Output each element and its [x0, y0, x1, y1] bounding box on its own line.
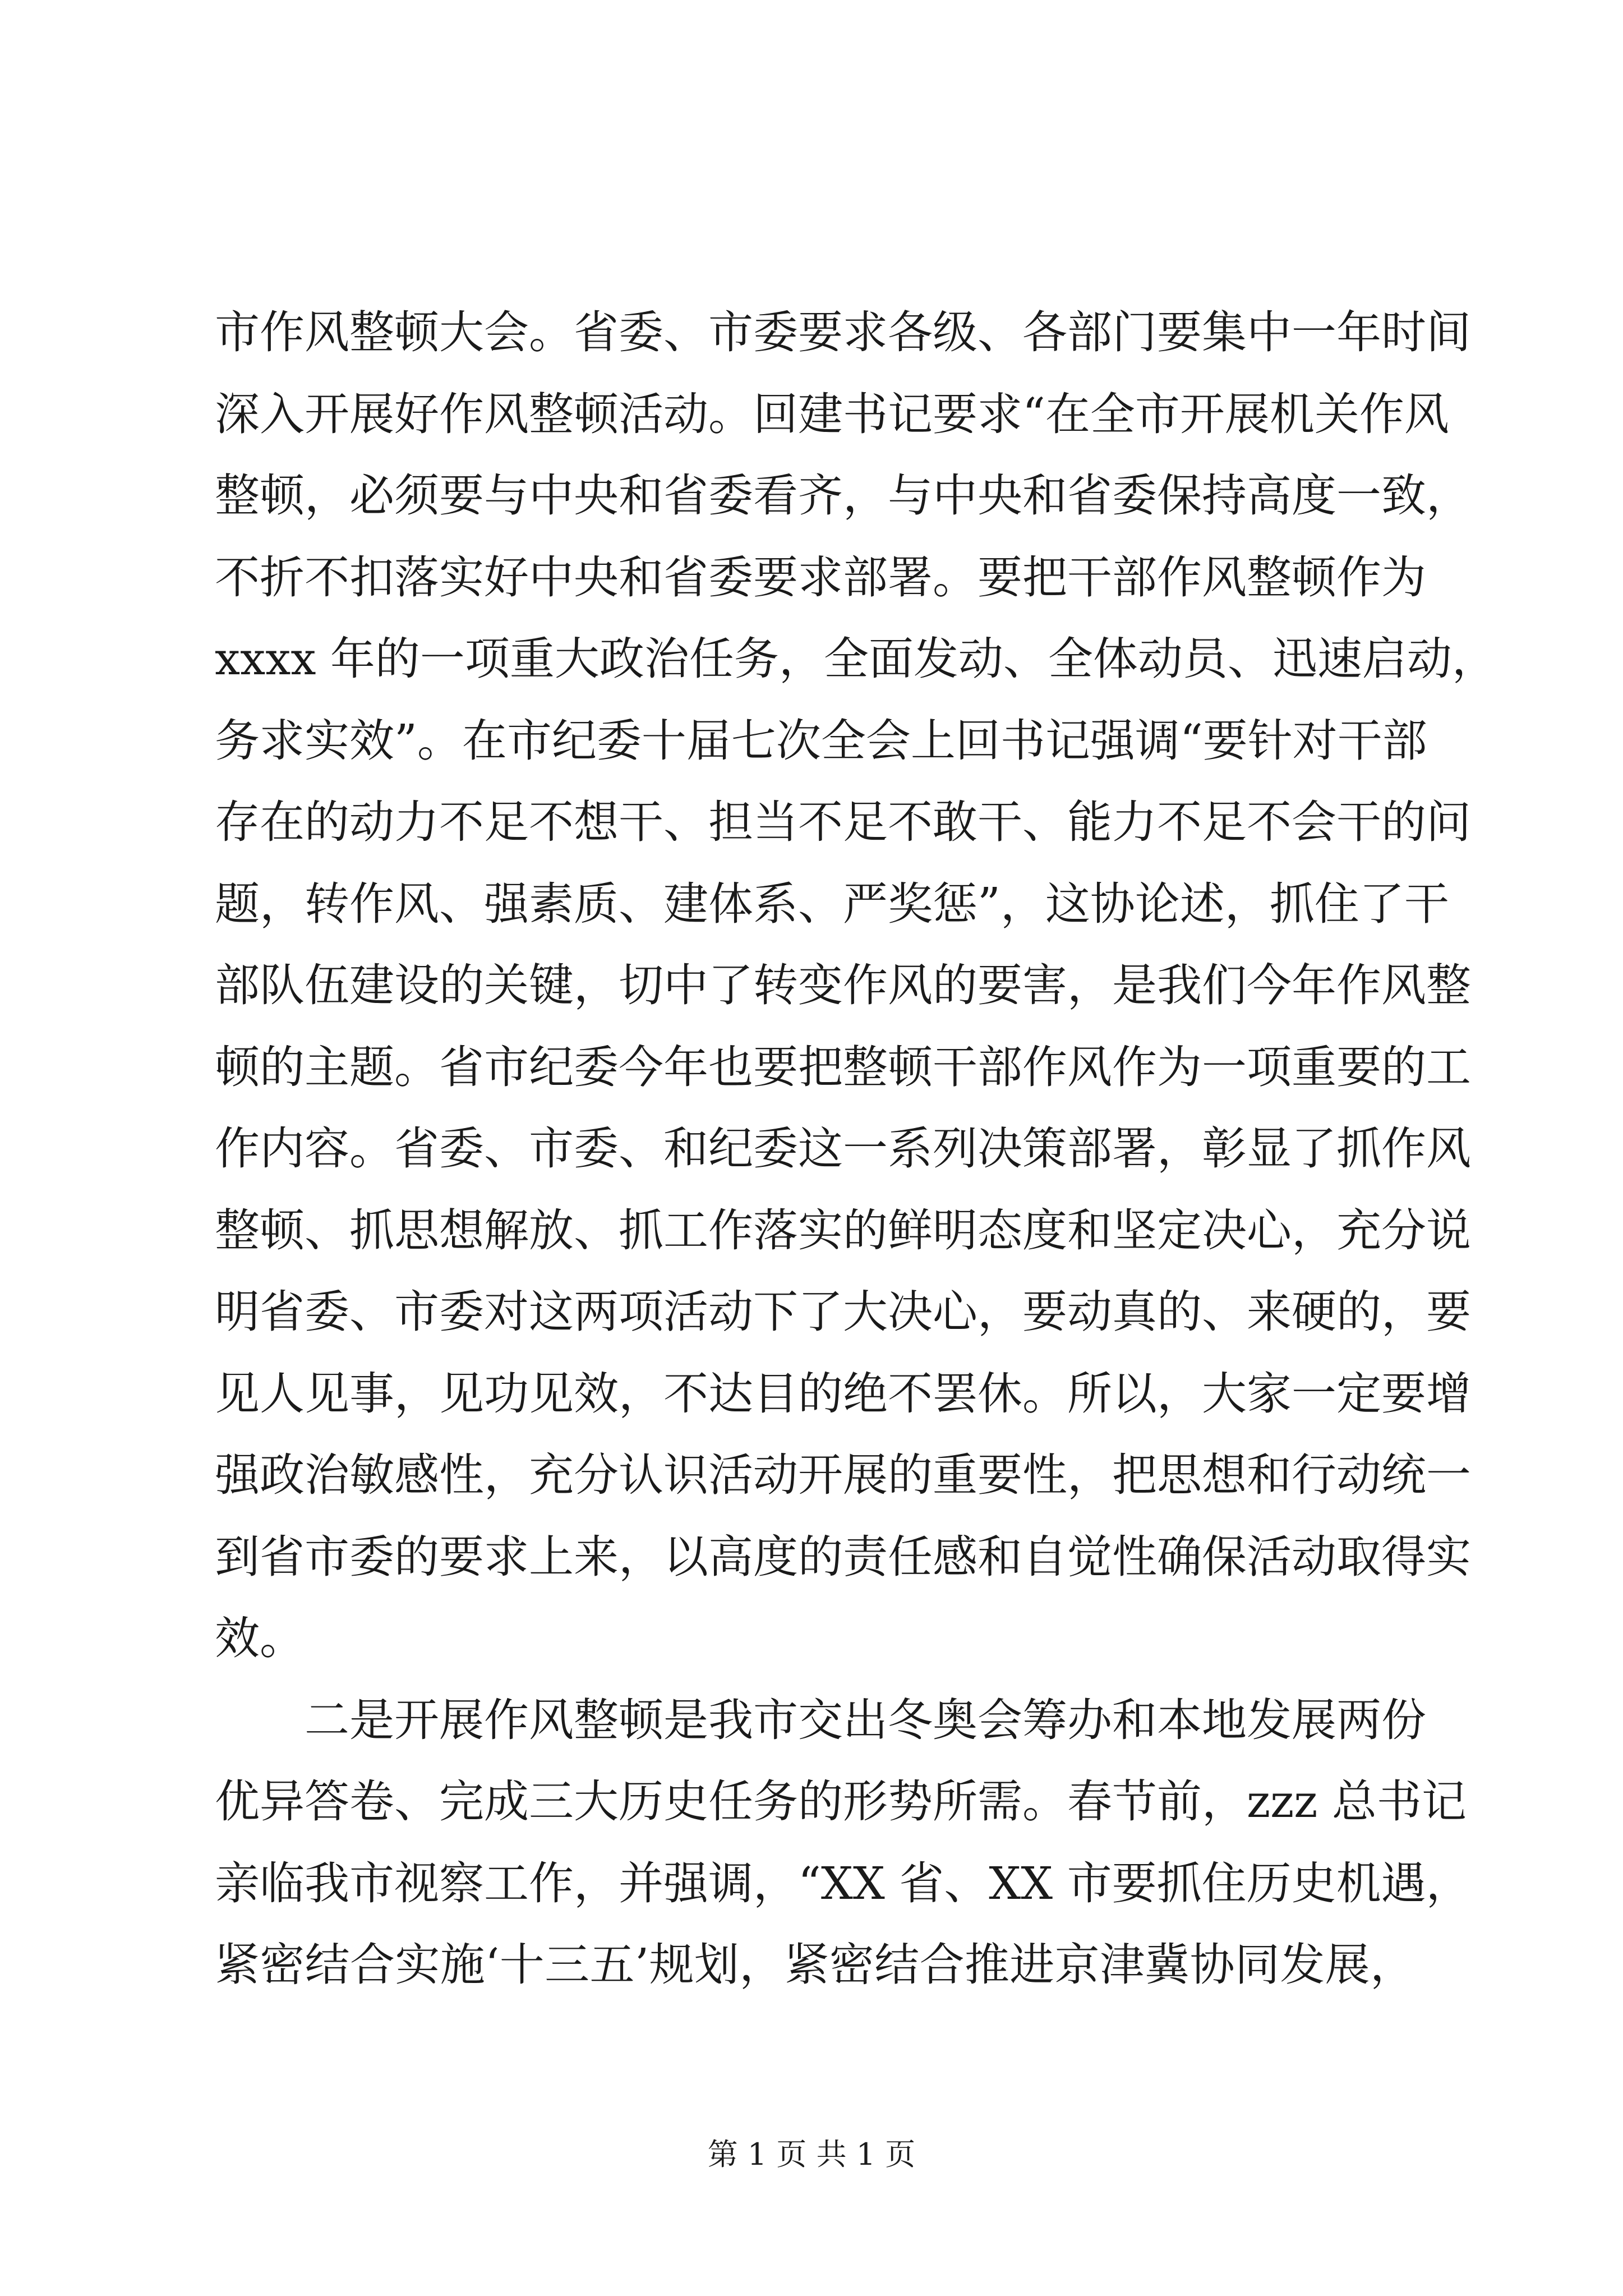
text-line: 优异答卷、完成三大历史任务的形势所需。春节前，zzz 总书记 [215, 1775, 1467, 1828]
text-line: 整顿、抓思想解放、抓工作落实的鲜明态度和坚定决心，充分说 [215, 1204, 1471, 1257]
document-body [215, 292, 1497, 2006]
text-line: 到省市委的要求上来，以高度的责任感和自觉性确保活动取得实 [215, 1530, 1471, 1583]
text-line: 深入开展好作风整顿活动。回建书记要求“在全市开展机关作风 [215, 388, 1449, 440]
text-line: 明省委、市委对这两项活动下了大决心，要动真的、来硬的，要 [215, 1286, 1471, 1338]
text-line: 务求实效”。在市纪委十届七次全会上回书记强调“要针对干部 [215, 714, 1427, 767]
text-line: 作内容。省委、市委、和纪委这一系列决策部署，彰显了抓作风 [215, 1122, 1471, 1175]
text-line: 紧密结合实施‘十三五’规划，紧密结合推进京津冀协同发展， [215, 1939, 1415, 1991]
text-line: 亲临我市视察工作，并强调，“XX 省、XX 市要抓住历史机遇， [215, 1857, 1471, 1910]
text-line: 见人见事，见功见效，不达目的绝不罢休。所以，大家一定要增 [215, 1367, 1471, 1420]
page-footer: 第 1 页 共 1 页 [707, 2137, 916, 2172]
text-line: 不折不扣落实好中央和省委要求部署。要把干部作风整顿作为 [215, 551, 1426, 604]
text-line: 整顿，必须要与中央和省委看齐，与中央和省委保持高度一致， [215, 470, 1471, 522]
text-line: 存在的动力不足不想干、担当不足不敢干、能力不足不会干的问 [215, 796, 1471, 848]
text-line: 二是开展作风整顿是我市交出冬奥会筹办和本地发展两份 [215, 1694, 1426, 1746]
text-line: 顿的主题。省市纪委今年也要把整顿干部作风作为一项重要的工 [215, 1041, 1471, 1093]
text-line: 部队伍建设的关键，切中了转变作风的要害，是我们今年作风整 [215, 959, 1471, 1011]
text-line: 强政治敏感性，充分认识活动开展的重要性，把思想和行动统一 [215, 1449, 1471, 1501]
text-line: 效。 [215, 1612, 305, 1664]
text-line: 题，转作风、强素质、建体系、严奖惩”，这协论述，抓住了干 [215, 877, 1449, 930]
text-line: xxxx 年的一项重大政治任务，全面发动、全体动员、迅速启动， [215, 633, 1497, 685]
text-line: 市作风整顿大会。省委、市委要求各级、各部门要集中一年时间 [215, 306, 1471, 358]
